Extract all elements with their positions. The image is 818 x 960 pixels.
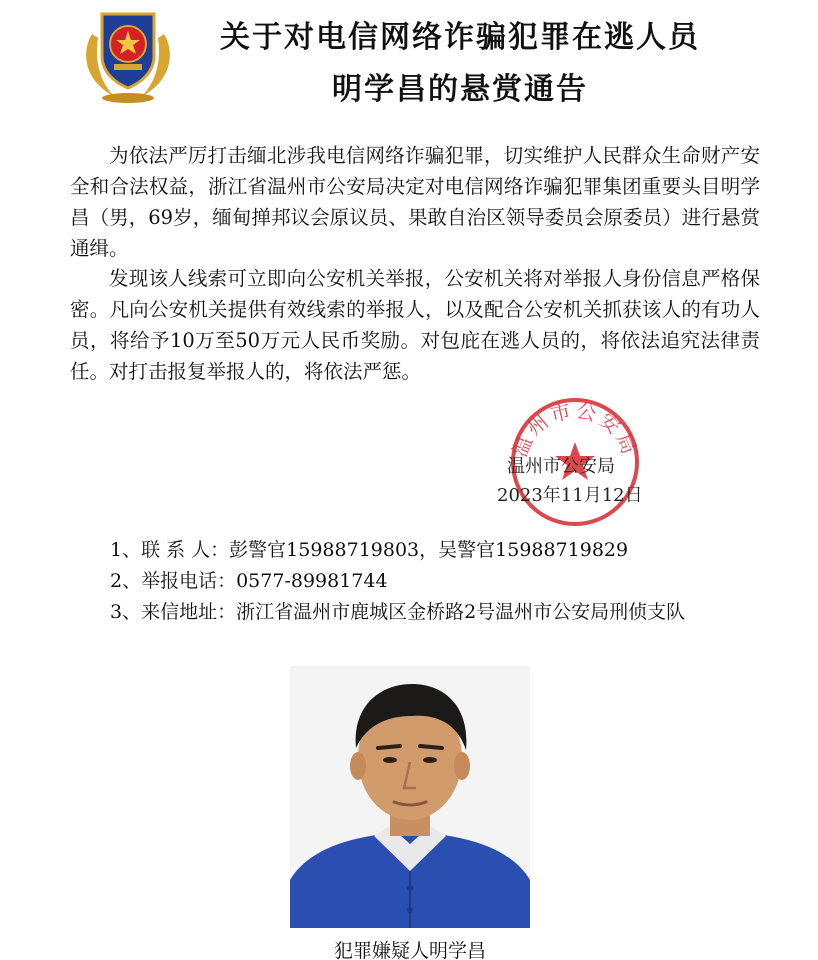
photo-caption: 犯罪嫌疑人明学昌 — [333, 940, 486, 960]
notice-paragraph-2: 发现该人线索可立即向公安机关举报，公安机关将对举报人身份信息严格保密。凡向公安机关提供有效线索的举报人，以及配合公安机关抓获该人的有功人员，将给予10万至50万元人民币奖励。对包庇在逃人员的，将依法追究法律责任。对打击报复举报人的，将依法严惩。 — [70, 267, 760, 383]
seal-text: 温州市公安局 — [507, 398, 643, 461]
suspect-photo — [290, 666, 530, 928]
issuing-authority: 温州市公安局 — [507, 456, 615, 477]
notice-title-line2: 明学昌的悬赏通告 — [332, 72, 588, 107]
contact-person: 1、联 系 人：彭警官15988719803，吴警官15988719829 — [110, 539, 629, 561]
notice-paragraph-1: 为依法严厉打击缅北涉我电信网络诈骗犯罪，切实维护人民群众生命财产安全和合法权益，浙江省温州市公安局决定对电信网络诈骗犯罪集团重要头目明学昌（男，69岁，缅甸掸邦议会原议员、果敢自治区领导委员会原委员）进行悬赏通缉。 — [70, 144, 760, 260]
notice-title-line1: 关于对电信网络诈骗犯罪在逃人员 — [220, 20, 700, 55]
mailing-address: 3、来信地址：浙江省温州市鹿城区金桥路2号温州市公安局刑侦支队 — [110, 601, 686, 623]
report-phone: 2、举报电话：0577-89981744 — [110, 570, 388, 592]
issue-date: 2023年11月12日 — [497, 485, 643, 506]
police-emblem-icon — [72, 4, 184, 104]
